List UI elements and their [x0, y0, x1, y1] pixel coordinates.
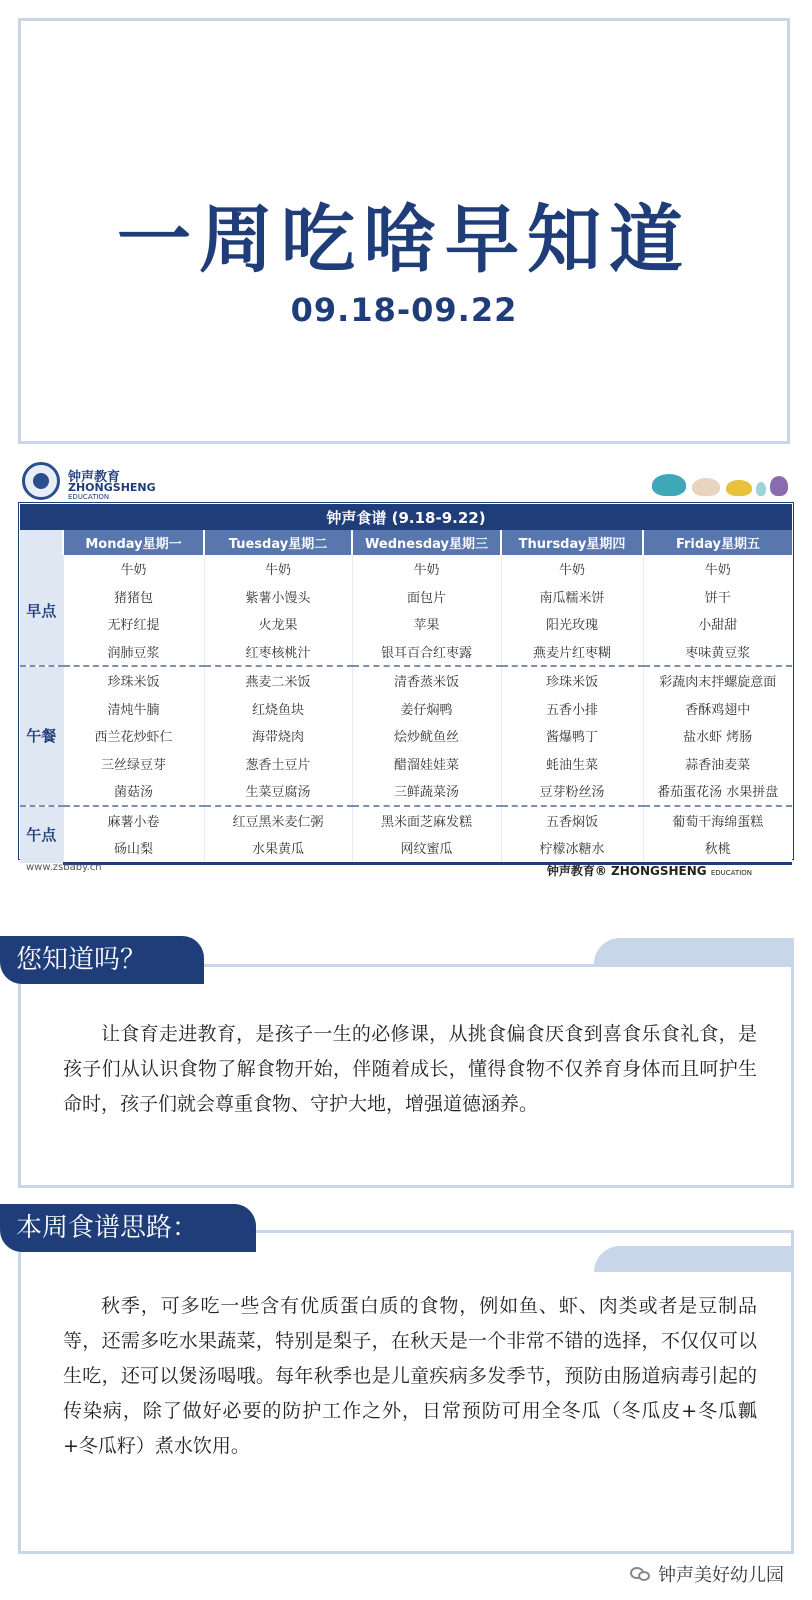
menu-cell: 三鲜蔬菜汤: [352, 777, 501, 806]
menu-cell: 饼干: [643, 583, 792, 611]
card-wave-decoration: [594, 1246, 794, 1272]
menu-cell: 彩蔬肉末拌螺旋意面: [643, 666, 792, 695]
day-header: Wednesday星期三: [352, 530, 501, 555]
menu-cell: 牛奶: [352, 555, 501, 583]
menu-cell: 砀山梨: [63, 834, 204, 863]
menu-cell: 苹果: [352, 610, 501, 638]
footer-brand-cn: 钟声教育®: [546, 864, 607, 878]
table-row: [20, 806, 792, 835]
table-row: [20, 583, 792, 611]
table-row: [20, 695, 792, 723]
menu-cell: 猪猪包: [63, 583, 204, 611]
day-header: Friday星期五: [643, 530, 792, 555]
table-row: [20, 666, 792, 695]
menu-cell: 火龙果: [204, 610, 352, 638]
card-tab-menu-idea: 本周食谱思路：: [0, 1204, 256, 1252]
card-wave-decoration: [594, 938, 794, 964]
squirrel-icon: [770, 476, 788, 496]
menu-cell: 香酥鸡翅中: [643, 695, 792, 723]
watermark: [630, 1561, 784, 1587]
menu-table: [20, 504, 792, 865]
menu-title: 钟声食谱 (9.18-9.22): [20, 504, 792, 530]
card-divider: [261, 1230, 794, 1233]
brand-name-cn: 钟声教育: [68, 470, 121, 485]
menu-cell: 牛奶: [204, 555, 352, 583]
table-row: [20, 722, 792, 750]
info-card-menu-idea: [18, 1230, 794, 1554]
menu-cell: 牛奶: [643, 555, 792, 583]
table-row: [20, 610, 792, 638]
footer-brand-sub: EDUCATION: [710, 869, 752, 877]
menu-cell: 五香焖饭: [501, 806, 643, 835]
menu-cell: 燕麦二米饭: [204, 666, 352, 695]
menu-cell: 红枣核桃汁: [204, 638, 352, 667]
meal-label: 午餐: [20, 666, 63, 806]
menu-cell: 黑米面芝麻发糕: [352, 806, 501, 835]
menu-cell: 生菜豆腐汤: [204, 777, 352, 806]
menu-cell: 姜仔焖鸭: [352, 695, 501, 723]
menu-cell: 三丝绿豆芽: [63, 750, 204, 778]
hero-card: [18, 18, 790, 444]
day-header-row: [20, 530, 792, 555]
date-range: 09.18-09.22: [290, 291, 518, 329]
menu-cell: 水果黄瓜: [204, 834, 352, 863]
page-title: 一周吃啥早知道: [117, 197, 691, 283]
menu-cell: 阳光玫瑰: [501, 610, 643, 638]
menu-cell: 枣味黄豆浆: [643, 638, 792, 667]
menu-cell: 润肺豆浆: [63, 638, 204, 667]
menu-cell: 葡萄干海绵蛋糕: [643, 806, 792, 835]
footer-brand: [547, 862, 752, 879]
menu-cell: 网纹蜜瓜: [352, 834, 501, 863]
brand-name-sub: EDUCATION: [68, 493, 110, 501]
day-header: Tuesday星期二: [204, 530, 352, 555]
menu-cell: 酱爆鸭丁: [501, 722, 643, 750]
meal-label: 午点: [20, 806, 63, 864]
card-divider: [201, 964, 794, 967]
menu-cell: 番茄蛋花汤 水果拼盘: [643, 777, 792, 806]
menu-cell: 醋溜娃娃菜: [352, 750, 501, 778]
menu-cell: 红烧鱼块: [204, 695, 352, 723]
table-row: [20, 777, 792, 806]
dog-icon: [726, 480, 752, 496]
info-card-did-you-know: [18, 964, 794, 1188]
card-tab-did-you-know: 您知道吗？: [0, 936, 204, 984]
cat-icon: [692, 478, 720, 496]
menu-cell: 紫薯小馒头: [204, 583, 352, 611]
menu-body: [20, 555, 792, 863]
menu-cell: 珍珠米饭: [501, 666, 643, 695]
animals-decoration-icon: [652, 466, 792, 496]
menu-cell: 柠檬冰糖水: [501, 834, 643, 863]
menu-cell: 麻薯小卷: [63, 806, 204, 835]
wechat-icon: [630, 1567, 652, 1583]
website-url: www.zsbaby.cn: [26, 862, 102, 873]
menu-cell: 银耳百合红枣露: [352, 638, 501, 667]
menu-cell: 清炖牛腩: [63, 695, 204, 723]
menu-cell: 豆芽粉丝汤: [501, 777, 643, 806]
menu-cell: 蚝油生菜: [501, 750, 643, 778]
menu-cell: 蒜香油麦菜: [643, 750, 792, 778]
table-row: [20, 555, 792, 583]
menu-cell: 葱香土豆片: [204, 750, 352, 778]
menu-cell: 烩炒鱿鱼丝: [352, 722, 501, 750]
menu-cell: 盐水虾 烤肠: [643, 722, 792, 750]
watermark-text: 钟声美好幼儿园: [658, 1565, 784, 1586]
menu-cell: 海带烧肉: [204, 722, 352, 750]
menu-cell: 燕麦片红枣糊: [501, 638, 643, 667]
menu-cell: 菌菇汤: [63, 777, 204, 806]
menu-cell: 秋桃: [643, 834, 792, 863]
day-header: Thursday星期四: [501, 530, 643, 555]
table-row: [20, 638, 792, 667]
menu-cell: 清香蒸米饭: [352, 666, 501, 695]
menu-cell: 牛奶: [63, 555, 204, 583]
menu-cell: 南瓜糯米饼: [501, 583, 643, 611]
bird-icon: [756, 482, 766, 496]
menu-cell: 牛奶: [501, 555, 643, 583]
menu-cell: 无籽红提: [63, 610, 204, 638]
menu-cell: 五香小排: [501, 695, 643, 723]
elephant-icon: [652, 474, 686, 496]
day-header: Monday星期一: [63, 530, 204, 555]
brand-name-en: ZHONGSHENG: [68, 481, 156, 494]
table-row: [20, 834, 792, 863]
menu-cell: 西兰花炒虾仁: [63, 722, 204, 750]
header-corner: [20, 530, 63, 555]
meal-label: 早点: [20, 555, 63, 666]
footer-brand-en: ZHONGSHENG: [611, 864, 707, 878]
menu-cell: 面包片: [352, 583, 501, 611]
menu-cell: 小甜甜: [643, 610, 792, 638]
menu-section: [0, 452, 812, 880]
card-body-text: 让食育走进教育，是孩子一生的必修课，从挑食偏食厌食到喜食乐食礼食，是孩子们从认识食物了解食物开始，伴随着成长，懂得食物不仅养育身体而且呵护生命时，孩子们就会尊重食物、守护大地，增强道德涵养。: [63, 1023, 757, 1115]
menu-cell: 珍珠米饭: [63, 666, 204, 695]
card-body-text: 秋季，可多吃一些含有优质蛋白质的食物，例如鱼、虾、肉类或者是豆制品等，还需多吃水果蔬菜，特别是梨子，在秋天是一个非常不错的选择，不仅仅可以生吃，还可以煲汤喝哦。每年秋季也是儿童疾病多发季节，预防由肠道病毒引起的传染病，除了做好必要的防护工作之外，日常预防可用全冬瓜（冬瓜皮+冬瓜瓤+冬瓜籽）煮水饮用。: [63, 1295, 757, 1457]
menu-cell: 红豆黑米麦仁粥: [204, 806, 352, 835]
table-row: [20, 750, 792, 778]
brand-logo-icon: [22, 462, 60, 500]
